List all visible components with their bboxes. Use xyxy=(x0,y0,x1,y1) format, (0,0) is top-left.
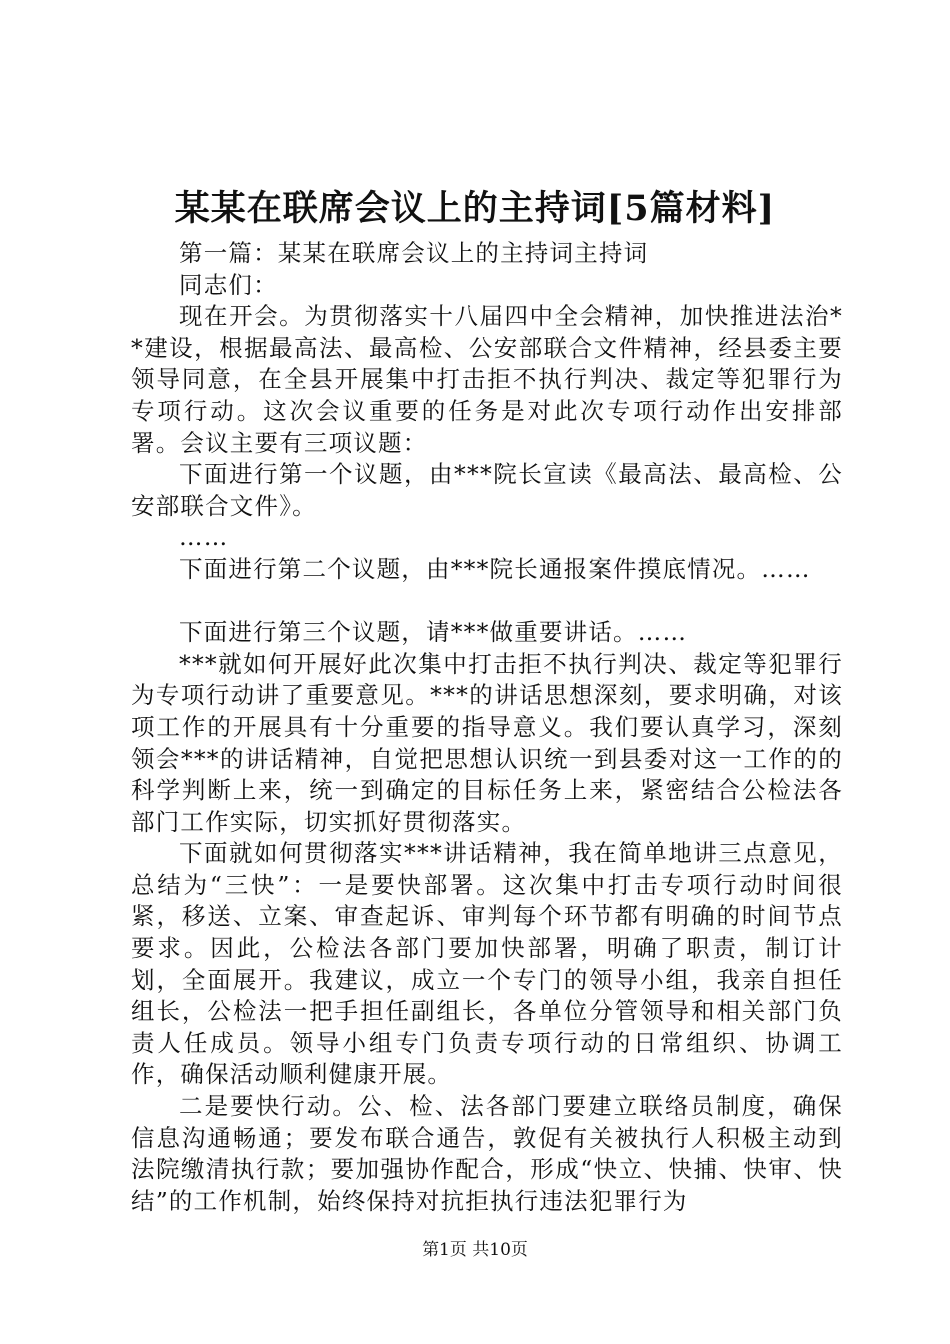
document-title: 某某在联席会议上的主持词[5篇材料] xyxy=(174,188,776,229)
section-heading: 第一篇：某某在联席会议上的主持词主持词 xyxy=(179,239,649,267)
paragraph: ***就如何开展好此次集中打击拒不执行判决、裁定等犯罪行为专项行动讲了重要意见。***的讲话思想深刻，要求明确，对该项工作的开展具有十分重要的指导意义。我们要认真学习，深刻领会***的讲话精神，自觉把思想认识统一到县委对这一工作的的科学判断上来，统一到确定的目标任务上来，紧密结合公检法各部门工作实际，切实抓好贯彻落实。 xyxy=(131,649,843,836)
blank-line xyxy=(131,586,843,618)
page-number-footer: 第1页 共10页 xyxy=(422,1240,528,1260)
document-body xyxy=(131,238,843,1217)
paragraph: 现在开会。为贯彻落实十八届四中全会精神，加快推进法治**建设，根据最高法、最高检、公安部联合文件精神，经县委主要领导同意，在全县开展集中打击拒不执行判决、裁定等犯罪行为专项行动。这次会议重要的任务是对此次专项行动作出安排部署。会议主要有三项议题： xyxy=(131,302,843,457)
paragraph: 下面进行第三个议题，请***做重要讲话。…… xyxy=(179,618,688,647)
paragraph: 下面进行第一个议题，由***院长宣读《最高法、最高检、公安部联合文件》。 xyxy=(131,460,843,520)
salutation: 同志们： xyxy=(179,270,278,299)
paragraph: 下面就如何贯彻落实***讲话精神，我在简单地讲三点意见，总结为“三快”：一是要快部署。这次集中打击专项行动时间很紧，移送、立案、审查起诉、审判每个环节都有明确的时间节点要求。因此，公检法各部门要加快部署，明确了职责，制订计划，全面展开。我建议，成立一个专门的领导小组，我亲自担任组长，公检法一把手担任副组长，各单位分管领导和相关部门负责人任成员。领导小组专门负责专项行动的日常组织、协调工作，确保活动顺利健康开展。 xyxy=(131,839,843,1089)
paragraph: 下面进行第二个议题，由***院长通报案件摸底情况。…… xyxy=(179,554,811,583)
paragraph: 二是要快行动。公、检、法各部门要建立联络员制度，确保信息沟通畅通；要发布联合通告，敦促有关被执行人积极主动到法院缴清执行款；要加强协作配合，形成“快立、快捕、快审、快结”的工作机制，始终保持对抗拒执行违法犯罪行为 xyxy=(131,1092,843,1215)
ellipsis-line: …… xyxy=(179,523,229,552)
